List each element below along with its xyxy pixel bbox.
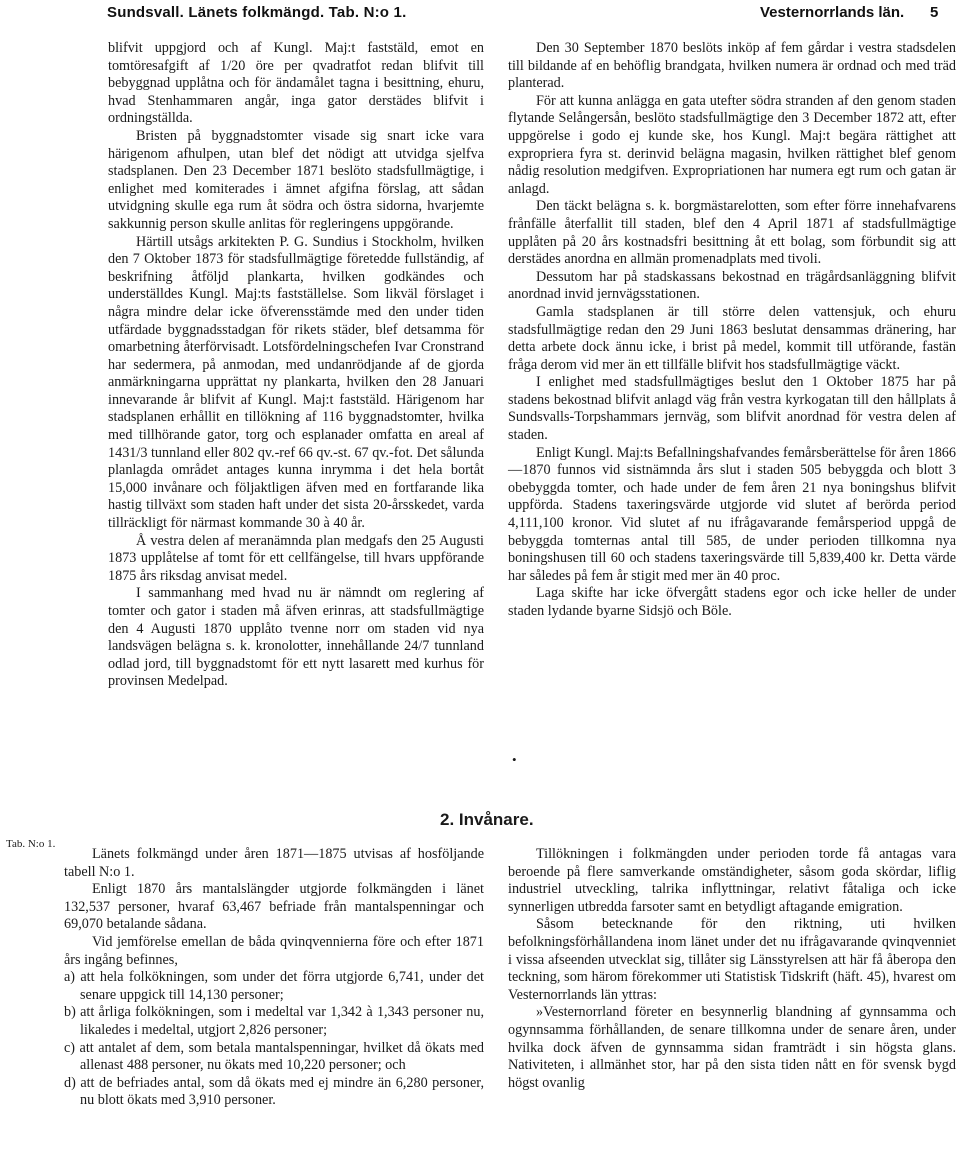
paragraph: »Vesternorrland företer en besynnerlig blandning af gynnsamma och ogynnsamma förhållanden, de senare tillkomna under de senare åren, under hvilka dock äfven de gynnsamma sidan framträdt i sin högsta glans. Nativiteten, i allmänhet stor, har på den sista tiden nått en för svensk bygd högst ovanlig: [508, 1004, 956, 1091]
paragraph: Å vestra delen af meranämnda plan medgafs den 25 Augusti 1873 upplåtelse af tomt för ett cellfängelse, till hvars uppförande 1875 års riksdag anvisat medel.: [108, 532, 484, 584]
left-column-bottom: [64, 846, 484, 1110]
paragraph: Gamla stadsplanen är till större delen vattensjuk, och ehuru stadsfullmägtige redan den 29 Juni 1863 beslutat densammas dränering, har detta arbete dock ännu icke, i brist på medel, kommit till utförande, fastän fråga derom vid mer än ett tillfälle blifvit hos stadsfullmägtige väckt.: [508, 303, 956, 373]
header-right: Vesternorrlands län.: [760, 4, 905, 21]
paragraph: Enligt Kungl. Maj:ts Befallningshafvandes femårsberättelse för åren 1866—1870 funnos vid sistnämnda års slut i staden 505 bebyggda och blott 3 obebyggda tomter, och hade under de fem åren 21 nya boningshus blifvit uppförda. Stadens taxeringsvärde utgjorde vid slutet af berörda period 4,111,100 kronor. Vid slutet af nu ifrågavarande femårsperiod uppgå de bebyggda tomternas antal till 585, de under perioden tillkomna nya boningshusen till 60 och stadens taxeringsvärde till 5,839,400 kr. Detta värde har således på fem år stigit med mer än 40 proc.: [508, 444, 956, 584]
paragraph: Länets folkmängd under åren 1871—1875 utvisas af hosföljande tabell N:o 1.: [64, 846, 484, 880]
paragraph: Laga skifte har icke öfvergått stadens egor och icke heller de under staden lydande byarne Sidsjö och Böle.: [508, 585, 956, 619]
list-item: a) att hela folkökningen, som under det förra utgjorde 6,741, under det senare uppgick till 14,130 personer;: [64, 969, 484, 1003]
paragraph: Härtill utsågs arkitekten P. G. Sundius i Stockholm, hvilken den 7 Oktober 1873 för stadsfullmägtige företedde fullständig, af beskrifning åtföljd plankarta, hvilken godkändes och underställdes Kungl. Maj:ts fastställelse. Som likväl förslaget i några mindre delar icke öfverensstämde med den under tiden utfärdade byggnadsstadgan för rikets städer, blef detsamma för omarbetning återförvisadt. Lotsfördelningschefen Ivar Cronstrand har sedermera, på anmodan, med undanrödjande af de gjorda anmärkningarna upprättat ny plankarta, hvilken den 28 Januari innevarande år blifvit af Kungl. Maj:t faststäld. Härigenom har stadsplanen erhållit en tillökning af 116 byggnadstomter, hvilka med tillhörande gator, torg och esplanader omfatta en areal af 1431/3 tunnland eller 802 qv.-ref 66 qv.-st. 67 qv.-fot. Det sålunda planlagda området antages kunna inrymma i det hela bortåt 15,000 invånare och följaktligen äfven med en fortfarande lika hastig tillväxt som staden haft under det sista 20-årsskedet, varda tillräckligt för närmast kommande 30 à 40 år.: [108, 233, 484, 532]
paragraph: För att kunna anlägga en gata utefter södra stranden af den genom staden flytande Selångersån, beslöto stadsfullmägtige den 3 December 1872 att, efter uppgörelse i godo ej kunde ske, hos Kungl. Maj:t begära rättighet att expropriera fyra st. derinvid belägna magasin, hvilken rättighet blef genom nådig resolution medgifven. Expropriationen har numera egt rum och gatan är anlagd.: [508, 92, 956, 197]
paragraph: Dessutom har på stadskassans bekostnad en trägårdsanläggning blifvit anordnad invid jernvägsstationen.: [508, 268, 956, 303]
list-item: b) att årliga folkökningen, som i medeltal var 1,342 à 1,343 personer nu, likaledes i medeltal, utgjort 2,826 personer;: [64, 1004, 484, 1038]
paragraph: Vid jemförelse emellan de båda qvinqvennierna före och efter 1871 års ingång befinnes,: [64, 933, 484, 968]
section-title: 2. Invånare.: [440, 810, 534, 829]
paragraph: Den täckt belägna s. k. borgmästarelotten, som efter förre innehafvarens frånfälle återfallit till staden, blef den 4 April 1871 af stadsfullmägtige upplåten på 20 års kostnadsfri besittning åt ett bolag, som förbundit sig att derstädes anordna en allmän promenadplats med tivoli.: [508, 198, 956, 268]
paragraph: I enlighet med stadsfullmägtiges beslut den 1 Oktober 1875 har på stadens bekostnad blifvit anlagd väg från vestra kyrkogatan till den hållplats å Sundsvalls-Torpshammars jernväg, som blifvit anordnad för vestra delen af staden.: [508, 374, 956, 444]
paragraph: Den 30 September 1870 beslöts inköp af fem gårdar i vestra stadsdelen till bildande af en behöflig brandgata, hvilken numera är ordnad och med träd planterad.: [508, 40, 956, 92]
paragraph: blifvit uppgjord och af Kungl. Maj:t faststäld, emot en tomtöresafgift af 1/20 öre per qvadratfot redan blifvit till bebyggnad upplåtna och för ändamålet tagna i besittning, ehuru, hvad Stenhammaren angår, inga gator derstädes blifvit i ordningställda.: [108, 40, 484, 127]
list-item: c) att antalet af dem, som betala mantalspenningar, hvilket då ökats med allenast 488 personer, nu ökats med 10,220 personer; och: [64, 1039, 484, 1074]
paragraph: Enligt 1870 års mantalslängder utgjorde folkmängden i länet 132,537 personer, hvaraf 63,467 befriade från mantalspenningar och 69,070 betalande sådana.: [64, 881, 484, 933]
table-reference-mark: Tab. N:o 1.: [6, 838, 56, 850]
running-header: [0, 0, 960, 26]
page-number: 5: [930, 4, 939, 21]
paragraph: Bristen på byggnadstomter visade sig snart icke vara härigenom afhulpen, utan blef det nödigt att utvidga sjelfva stadsplanen. Den 23 December 1871 beslöto stadsfullmägtige, i enlighet med komiterades i ämnet afgifna förslag, att sådan utvidgning skulle ega rum åt södra och östra sidorna, hvarjemte sakkunnig person skulle anlitas för regleringens uppgörande.: [108, 127, 484, 232]
right-column-bottom: [508, 846, 956, 1092]
list-item: d) att de befriades antal, som då ökats med ej mindre än 6,280 personer, nu blott ökats med 3,910 personer.: [64, 1074, 484, 1109]
paragraph: I sammanhang med hvad nu är nämndt om reglering af tomter och gator i staden må äfven erinras, att stadsfullmägtige den 4 Augusti 1870 upplåto tvenne norr om staden vid nya landsvägen belägna s. k. kronolotter, innehållande 24/7 tunnland odlad jord, till byggnadstomt för ett nytt lasarett med kurhus för provinsen Medelpad.: [108, 585, 484, 690]
header-left: Sundsvall. Länets folkmängd. Tab. N:o 1.: [107, 4, 407, 21]
paragraph: Tillökningen i folkmängden under perioden torde få antagas vara beroende på flere samverkande omständigheter, såsom goda skördar, liflig industriel utveckling, talrika inflyttningar, relativt fåtaliga och icke synnerligen utbredda farsoter samt en betydligt aftagande emigration.: [508, 846, 956, 915]
paragraph: Såsom betecknande för den riktning, uti hvilken befolkningsförhållandena inom länet under det nu ifrågavarande qvinqvenniet i vissa afseenden utvecklat sig, tillåter sig Länsstyrelsen att här få åberopa den teckning, som härom förekommer uti Statistisk Tidskrift (häft. 45), hvarest om Vesternorrlands län yttras:: [508, 916, 956, 1003]
right-column-top: [508, 40, 956, 621]
ink-dot: •: [512, 752, 517, 767]
left-column-top: [108, 40, 484, 691]
